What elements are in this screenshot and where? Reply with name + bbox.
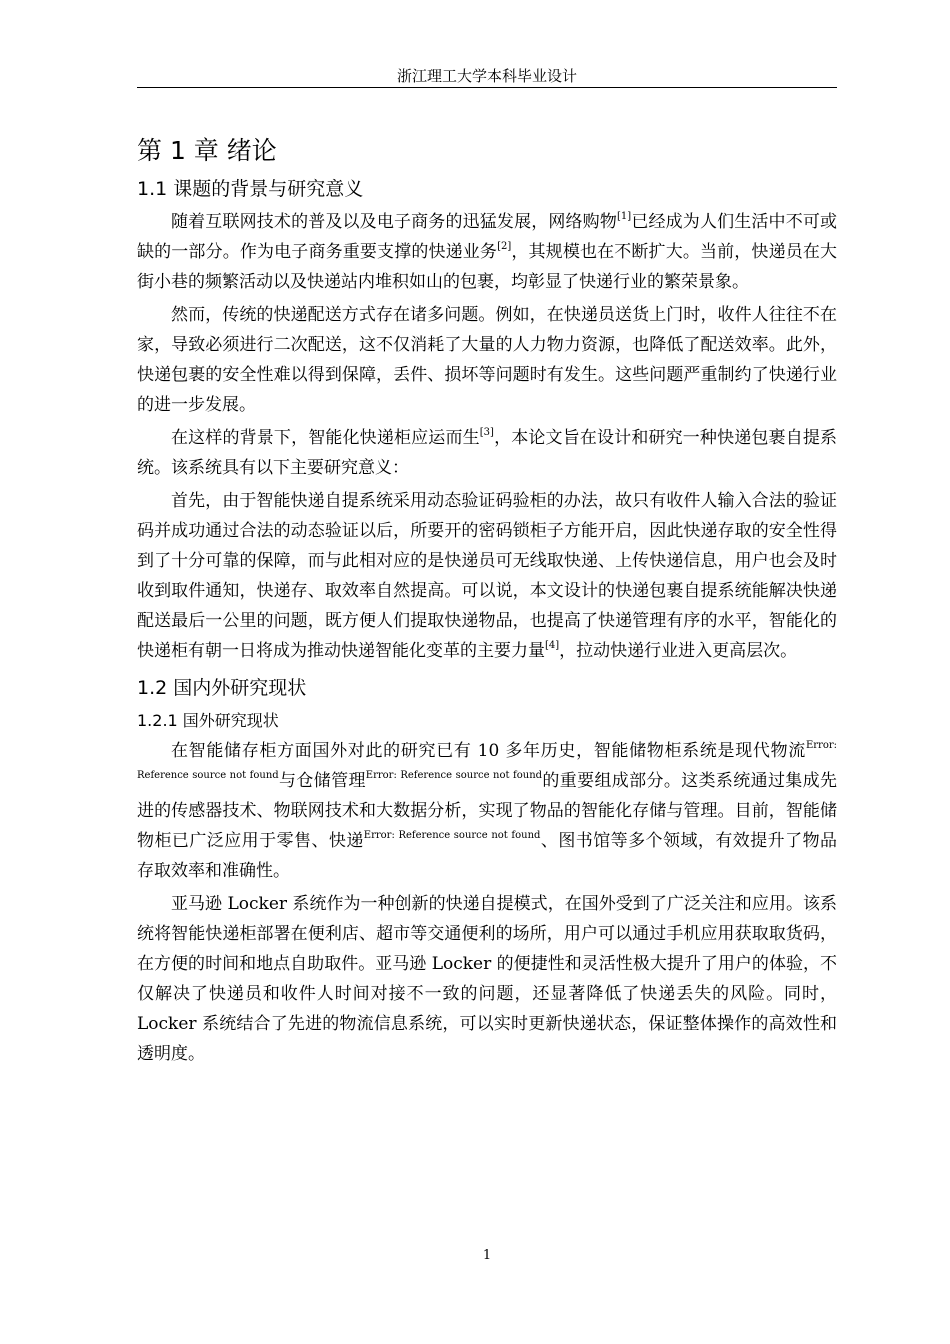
text-run: 在智能储存柜方面国外对此的研究已有 10 多年历史，智能储物柜系统是现代物流	[171, 741, 806, 761]
page-content	[137, 131, 837, 1069]
citation: [1]	[617, 211, 632, 222]
text-run: 与仓储管理	[278, 771, 366, 791]
header-rule	[137, 87, 837, 88]
citation: [4]	[545, 640, 560, 651]
subsection-title-1-2-1: 1.2.1 国外研究现状	[137, 711, 279, 730]
text-run: 、图书馆等多个领域，有效提升了物品存取效率和准确性。	[137, 831, 838, 881]
paragraph	[137, 736, 837, 886]
text-run: 亚马逊 Locker 系统作为一种创新的快递自提模式，在国外受到了广泛关注和应用。该系统将智能快递柜部署在便利店、超市等交通便利的场所，用户可以通过手机应用获取取货码，在方便的时间和地点自助取件。亚马逊 Locker 的便捷性和灵活性极大提升了用户的体验，不仅解决了快递员和收件人时间对接不一致的问题，还显著降低了快递丢失的风险。同时，Locker 系统结合了先进的物流信息系统，可以实时更新快递状态，保证整体操作的高效性和透明度。	[137, 894, 837, 1064]
paragraph	[137, 486, 837, 666]
text-run: 首先，由于智能快递自提系统采用动态验证码验柜的办法，故只有收件人输入合法的验证码并成功通过合法的动态验证以后，所要开的密码锁柜子方能开启，因此快递存取的安全性得到了十分可靠的保障，而与此相对应的是快递员可无线取快递、上传快递信息，用户也会及时收到取件通知，快递存、取效率自然提高。可以说，本文设计的快递包裹自提系统能解决快递配送最后一公里的问题，既方便人们提取快递物品，也提高了快递管理有序的水平，智能化的快递柜有朝一日将成为推动快递智能化变革的主要力量	[137, 491, 837, 661]
paragraph	[137, 423, 837, 483]
section-title-1-1: 1.1 课题的背景与研究意义	[137, 178, 364, 200]
page-header: 浙江理工大学本科毕业设计	[396, 67, 577, 85]
paragraph	[137, 207, 837, 297]
text-run: 已经成为人们生活中不可或缺的一部分。作为电子商务重要支撑的快递业务	[137, 212, 838, 262]
text-run: 在这样的背景下，智能化快递柜应运而生	[171, 428, 480, 448]
text-run: ，其规模也在不断扩大。当前，快递员在大街小巷的频繁活动以及快递站内堆积如山的包裹，均彰显了快递行业的繁荣景象。	[137, 242, 838, 292]
reference-error: Error: Reference source not found	[365, 770, 543, 781]
citation: [3]	[479, 427, 494, 438]
paragraph	[137, 300, 837, 420]
reference-error: Error: Reference source not found	[363, 830, 541, 841]
reference-error: Error: Reference source not found	[137, 740, 837, 781]
text-run: 然而，传统的快递配送方式存在诸多问题。例如，在快递员送货上门时，收件人往往不在家，导致必须进行二次配送，这不仅消耗了大量的人力物力资源，也降低了配送效率。此外，快递包裹的安全性难以得到保障，丢件、损坏等问题时有发生。这些问题严重制约了快递行业的进一步发展。	[137, 305, 837, 415]
text-run: ，拉动快递行业进入更高层次。	[559, 641, 798, 661]
text-run: ，本论文旨在设计和研究一种快递包裹自提系统。该系统具有以下主要研究意义：	[137, 428, 838, 478]
section-title-1-2: 1.2 国内外研究现状	[137, 677, 307, 699]
paragraph	[137, 889, 837, 1069]
text-run: 随着互联网技术的普及以及电子商务的迅猛发展，网络购物	[171, 212, 617, 232]
chapter-title: 第 1 章 绪论	[137, 136, 277, 165]
citation: [2]	[497, 241, 512, 252]
page-number: 1	[482, 1248, 492, 1263]
text-run: 的重要组成部分。这类系统通过集成先进的传感器技术、物联网技术和大数据分析，实现了物品的智能化存储与管理。目前，智能储物柜已广泛应用于零售、快递	[137, 771, 838, 851]
